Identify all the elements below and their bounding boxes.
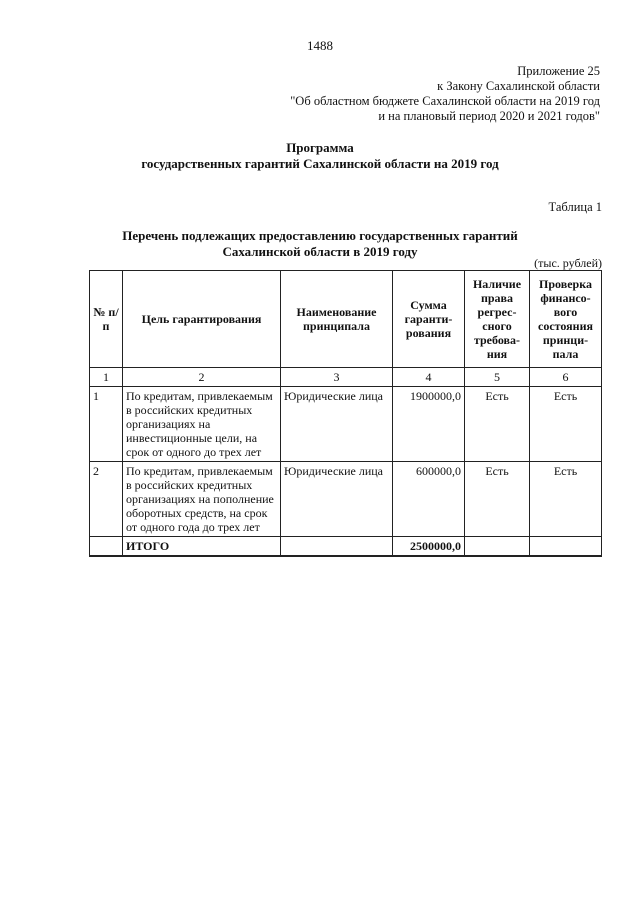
total-empty-cell bbox=[281, 537, 393, 557]
list-title-line-1: Перечень подлежащих предоставлению государственных гарантий bbox=[122, 228, 518, 243]
program-subtitle: государственных гарантий Сахалинской области на 2019 год bbox=[141, 156, 499, 171]
row-recourse: Есть bbox=[465, 462, 530, 537]
page-number: 1488 bbox=[307, 38, 333, 53]
appendix-line-1: Приложение 25 bbox=[517, 64, 600, 78]
header-row bbox=[90, 271, 602, 368]
row-amount: 1900000,0 bbox=[393, 387, 465, 462]
row-principal: Юридические лица bbox=[281, 387, 393, 462]
appendix-reference bbox=[200, 64, 600, 124]
header-number: № п/п bbox=[90, 271, 123, 368]
row-number: 1 bbox=[90, 387, 123, 462]
total-empty-cell bbox=[530, 537, 602, 557]
total-amount: 2500000,0 bbox=[393, 537, 465, 557]
column-number: 2 bbox=[123, 368, 281, 387]
column-number: 3 bbox=[281, 368, 393, 387]
header-financial-check: Проверка финансо-вого состояния принци-пала bbox=[530, 271, 602, 368]
total-empty-cell bbox=[90, 537, 123, 557]
row-purpose: По кредитам, привлекаемым в российских кредитных организациях на инвестиционные цели, на срок от одного до трех лет bbox=[123, 387, 281, 462]
row-recourse: Есть bbox=[465, 387, 530, 462]
column-numbers-row bbox=[90, 368, 602, 387]
row-financial-check: Есть bbox=[530, 387, 602, 462]
table-row bbox=[90, 387, 602, 462]
list-title-line-2: Сахалинской области в 2019 году bbox=[222, 244, 418, 259]
program-heading bbox=[0, 140, 640, 172]
appendix-line-4: и на плановый период 2020 и 2021 годов" bbox=[378, 109, 600, 123]
header-principal: Наименование принципала bbox=[281, 271, 393, 368]
program-title: Программа bbox=[286, 140, 354, 155]
row-financial-check: Есть bbox=[530, 462, 602, 537]
header-purpose: Цель гарантирования bbox=[123, 271, 281, 368]
column-number: 4 bbox=[393, 368, 465, 387]
table-label: Таблица 1 bbox=[548, 200, 602, 214]
row-principal: Юридические лица bbox=[281, 462, 393, 537]
header-amount: Сумма гаранти-рования bbox=[393, 271, 465, 368]
total-empty-cell bbox=[465, 537, 530, 557]
row-amount: 600000,0 bbox=[393, 462, 465, 537]
column-number: 6 bbox=[530, 368, 602, 387]
column-number: 1 bbox=[90, 368, 123, 387]
guarantees-table bbox=[89, 270, 602, 557]
units-label: (тыс. рублей) bbox=[534, 256, 602, 270]
header-recourse: Наличие права регрес-сного требова-ния bbox=[465, 271, 530, 368]
column-number: 5 bbox=[465, 368, 530, 387]
table-row bbox=[90, 462, 602, 537]
total-row bbox=[90, 537, 602, 557]
row-purpose: По кредитам, привлекаемым в российских кредитных организациях на пополнение оборотных средств, на срок от одного года до трех лет bbox=[123, 462, 281, 537]
total-label: ИТОГО bbox=[123, 537, 281, 557]
appendix-line-3: "Об областном бюджете Сахалинской области на 2019 год bbox=[290, 94, 600, 108]
row-number: 2 bbox=[90, 462, 123, 537]
appendix-line-2: к Закону Сахалинской области bbox=[437, 79, 600, 93]
